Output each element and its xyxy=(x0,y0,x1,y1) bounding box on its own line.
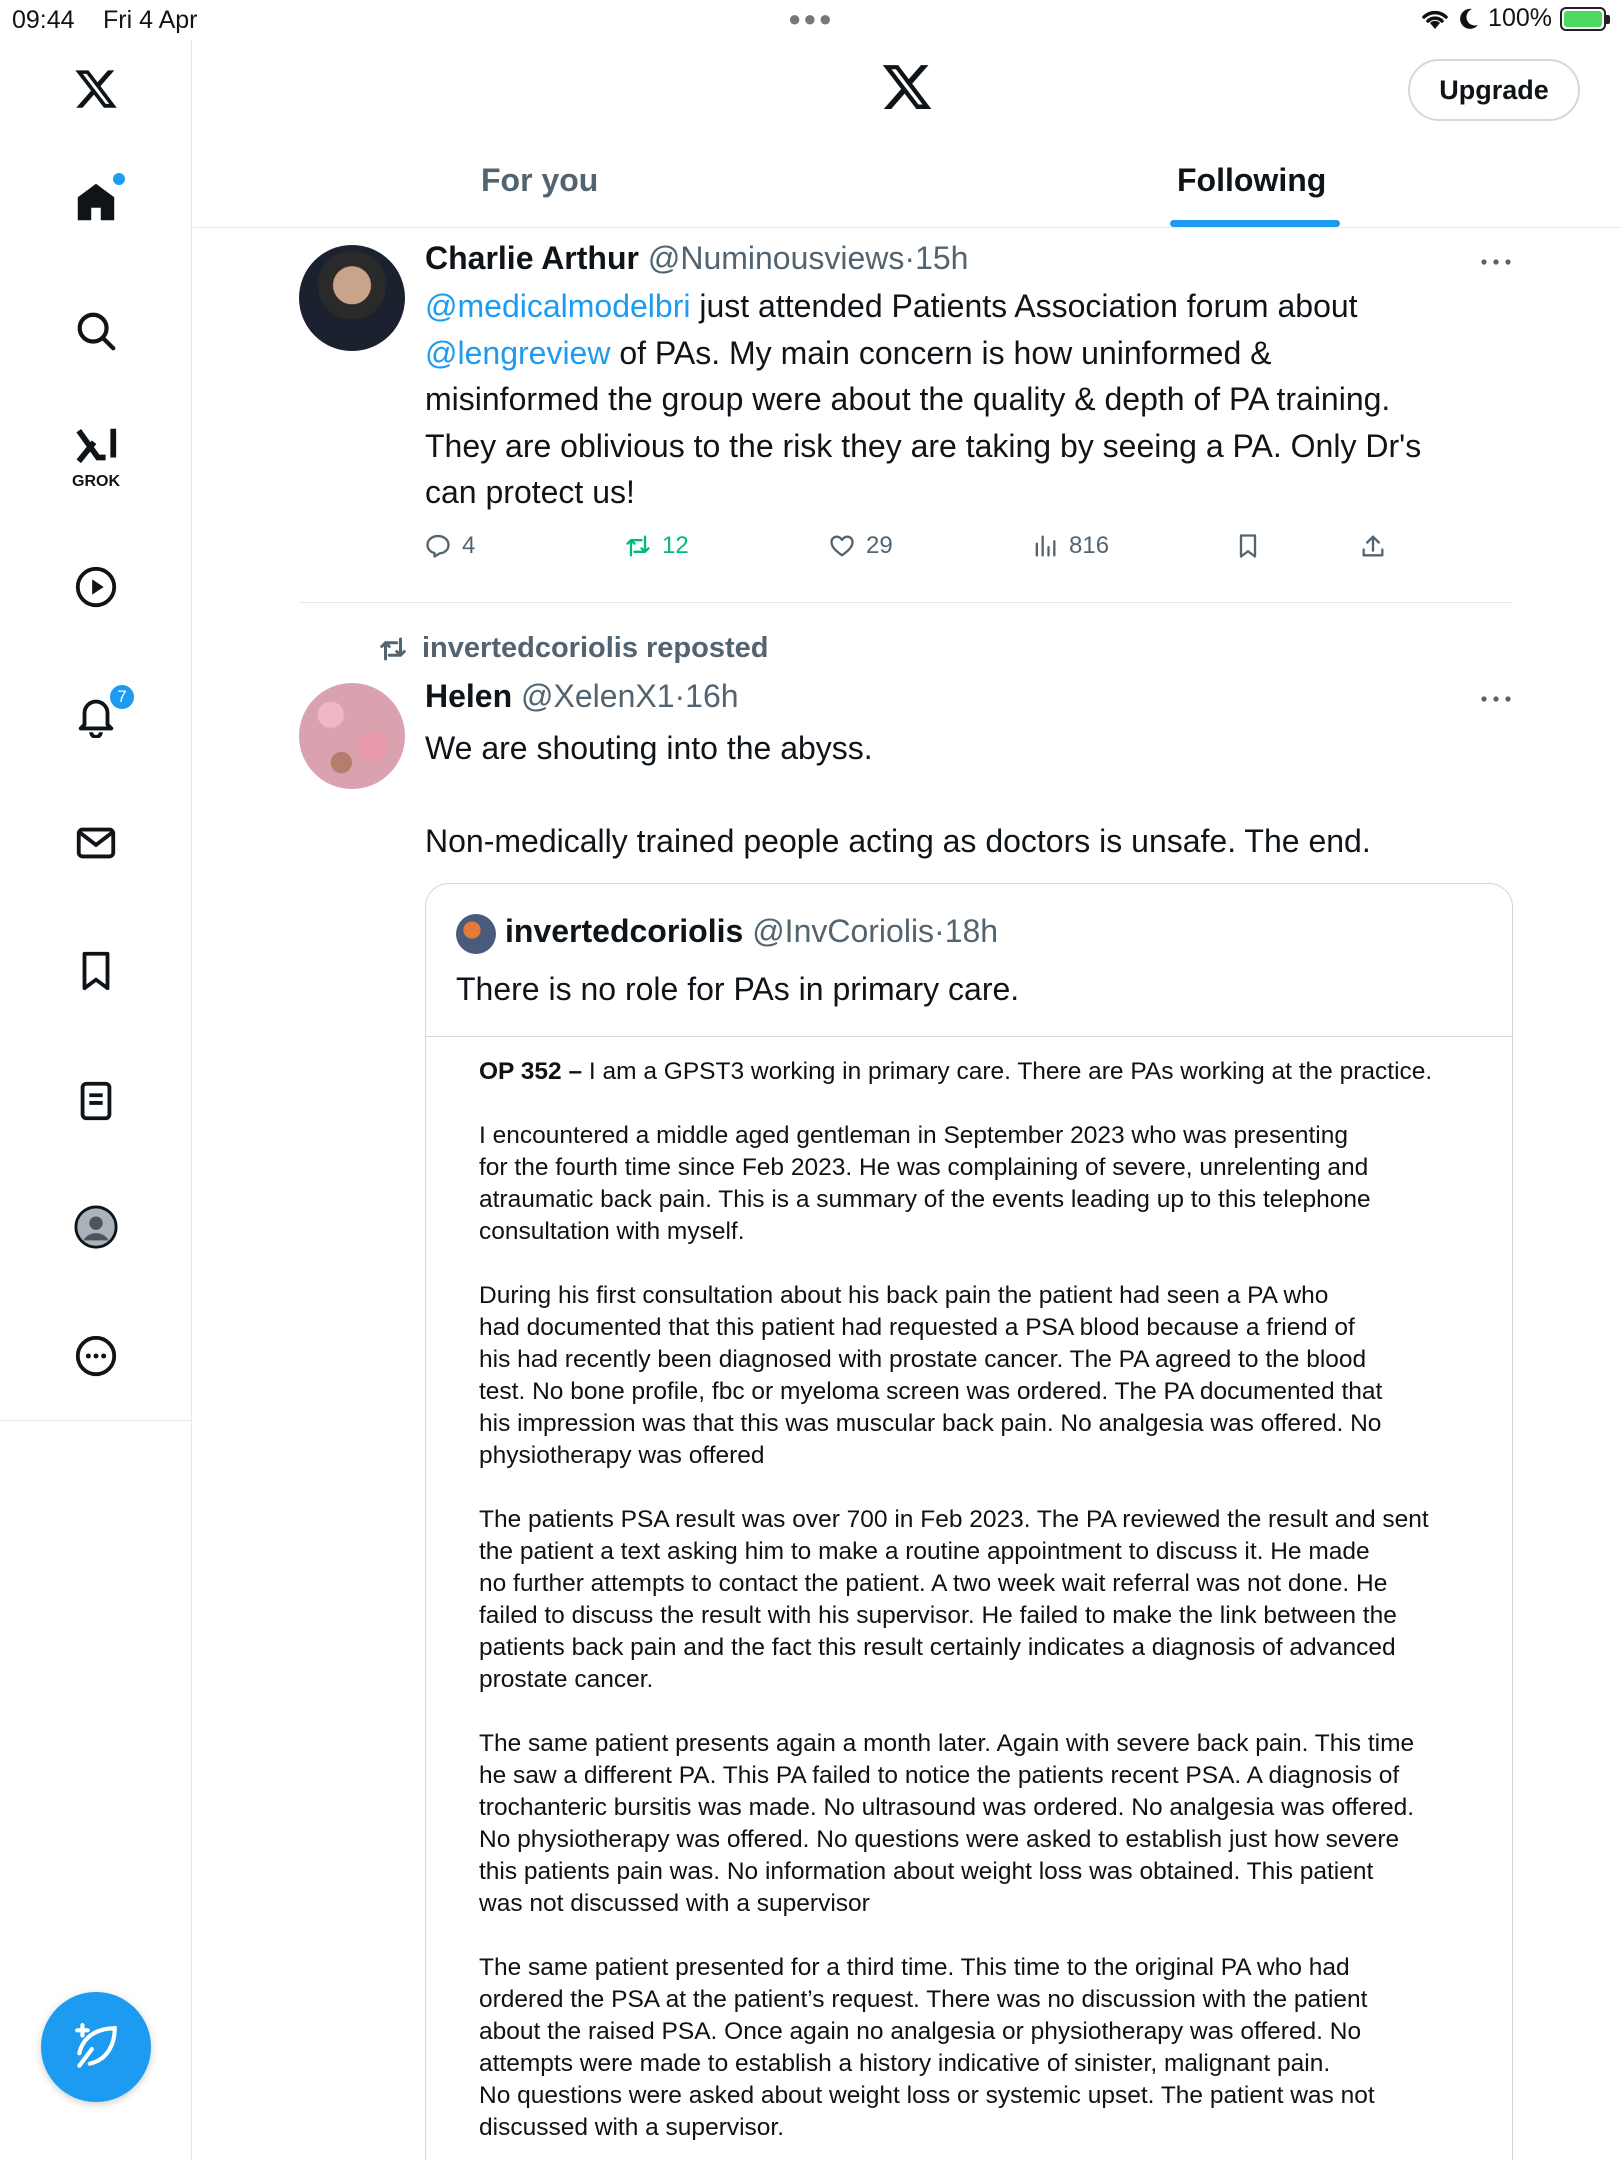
doc-body xyxy=(479,1120,1479,2144)
doc-line: I encountered a middle aged gentleman in September 2023 who was presenting xyxy=(479,1122,1348,1149)
compose-feather-icon xyxy=(71,2022,121,2072)
views-button[interactable] xyxy=(1031,532,1109,560)
tweet-header xyxy=(425,240,968,277)
sidebar xyxy=(0,40,192,2160)
separator-dot: · xyxy=(904,240,916,276)
more-circle-icon xyxy=(73,1333,119,1379)
attached-document-image[interactable] xyxy=(479,1056,1479,2160)
timeline-tabs xyxy=(193,150,1620,228)
quoted-tweet[interactable] xyxy=(425,883,1513,2160)
sidebar-item-bookmarks[interactable] xyxy=(61,936,131,1006)
tweet-text-line: can protect us! xyxy=(425,474,635,510)
repost-by-label: invertedcoriolis reposted xyxy=(422,632,769,664)
doc-line: the patient a text asking him to make a routine appointment to discuss it. He made xyxy=(479,1538,1370,1565)
sidebar-x-logo[interactable] xyxy=(61,54,131,124)
separator-dot: · xyxy=(674,678,686,714)
tweet-time[interactable]: 15h xyxy=(915,240,969,276)
tweet-text: Non-medically trained people acting as doctors is unsafe. The end. xyxy=(425,823,1371,859)
doc-line: was not discussed with a supervisor xyxy=(479,1890,870,1917)
doc-line: discussed with a supervisor. xyxy=(479,2114,785,2141)
sidebar-item-notifications[interactable] xyxy=(61,680,131,750)
compose-post-button[interactable] xyxy=(41,1992,151,2102)
active-tab-indicator xyxy=(1170,220,1340,227)
sidebar-item-messages[interactable] xyxy=(61,808,131,878)
like-count: 29 xyxy=(866,532,893,559)
tweet-time[interactable]: 16h xyxy=(685,678,739,714)
tweet-text: We are shouting into the abyss. xyxy=(425,730,873,766)
battery-icon xyxy=(1560,7,1606,31)
heart-icon xyxy=(828,532,856,560)
multitask-dots-icon[interactable]: ●●● xyxy=(788,6,834,31)
tab-following[interactable]: Following xyxy=(1177,162,1327,198)
author-handle[interactable]: @XelenX1 xyxy=(521,678,675,714)
views-chart-icon xyxy=(1031,532,1059,560)
doc-line: test. No bone profile, fbc or myeloma screen was ordered. The PA documented that xyxy=(479,1378,1383,1405)
quoted-media-divider xyxy=(426,1036,1513,1037)
like-button[interactable] xyxy=(828,532,893,560)
tweet-text: just attended Patients Association forum about xyxy=(690,288,1358,324)
bookmark-button[interactable] xyxy=(1234,532,1262,560)
sidebar-item-search[interactable] xyxy=(61,296,131,366)
video-play-icon xyxy=(73,564,119,610)
status-date: Fri 4 Apr xyxy=(103,6,198,34)
doc-line: The same patient presented for a third time. This time to the original PA who had xyxy=(479,1954,1350,1981)
search-icon xyxy=(73,308,119,354)
doc-line: patients back pain and the fact this result certainly indicates a diagnosis of advanced xyxy=(479,1634,1396,1661)
x-logo-icon[interactable] xyxy=(880,60,934,114)
doc-line: The patients PSA result was over 700 in Feb 2023. The PA reviewed the result and sent xyxy=(479,1506,1429,1533)
doc-line: During his first consultation about his back pain the patient had seen a PA who xyxy=(479,1282,1329,1309)
more-options-icon[interactable] xyxy=(1478,252,1514,272)
doc-paragraph xyxy=(479,1952,1479,2144)
quoted-tweet-text: There is no role for PAs in primary care. xyxy=(456,971,1020,1007)
battery-percent: 100% xyxy=(1488,4,1552,32)
tweet-text-line: misinformed the group were about the quality & depth of PA training. xyxy=(425,381,1391,417)
author-name[interactable]: Helen xyxy=(425,678,513,714)
author-name: invertedcoriolis xyxy=(505,913,744,949)
moon-icon xyxy=(1458,7,1480,31)
doc-line: No questions were asked about weight loss or systemic upset. The patient was not xyxy=(479,2082,1375,2109)
sidebar-item-profile[interactable] xyxy=(61,1192,131,1262)
repost-count: 12 xyxy=(662,532,689,559)
share-button[interactable] xyxy=(1359,532,1387,560)
grok-label: GROK xyxy=(72,473,120,490)
repost-icon xyxy=(624,532,652,560)
reply-button[interactable] xyxy=(424,532,475,560)
mention-link[interactable]: @lengreview xyxy=(425,335,611,371)
doc-line: atraumatic back pain. This is a summary of the events leading up to this telephone xyxy=(479,1186,1371,1213)
sidebar-item-home[interactable] xyxy=(61,167,131,237)
upgrade-button[interactable]: Upgrade xyxy=(1408,59,1580,121)
x-logo-icon xyxy=(73,66,119,112)
doc-paragraph xyxy=(479,1280,1479,1472)
tweet-time: 18h xyxy=(944,913,999,949)
doc-line: No physiotherapy was offered. No questions were asked to establish just how severe xyxy=(479,1826,1400,1853)
tweet-header xyxy=(425,678,739,715)
tweet-text: of PAs. My main concern is how uninformed & xyxy=(610,335,1272,371)
avatar[interactable] xyxy=(299,683,405,789)
avatar[interactable] xyxy=(299,245,405,351)
list-icon xyxy=(73,1078,119,1124)
notifications-badge: 7 xyxy=(107,682,137,712)
separator-dot: · xyxy=(934,913,945,949)
bookmark-icon xyxy=(1234,532,1262,560)
author-handle[interactable]: @Numinousviews xyxy=(647,240,905,276)
reply-count: 4 xyxy=(462,532,476,559)
tweet-actions xyxy=(424,532,1424,568)
sidebar-item-lists[interactable] xyxy=(61,1066,131,1136)
avatar xyxy=(456,914,496,954)
mail-icon xyxy=(73,820,119,866)
doc-line: consultation with myself. xyxy=(479,1218,745,1245)
home-unread-dot xyxy=(113,173,125,185)
tweet-text-line xyxy=(425,335,1271,372)
quoted-tweet-header xyxy=(505,913,998,950)
doc-paragraph xyxy=(479,1056,1479,1088)
doc-line: he saw a different PA. This PA failed to notice the patients recent PSA. A diagnosis of xyxy=(479,1762,1400,1789)
doc-paragraph xyxy=(479,1120,1479,1248)
author-name[interactable]: Charlie Arthur xyxy=(425,240,639,276)
doc-line: about the raised PSA. Once again no analgesia or physiotherapy was offered. No xyxy=(479,2018,1362,2045)
repost-button[interactable] xyxy=(624,532,689,560)
doc-paragraph xyxy=(479,1504,1479,1696)
doc-line: physiotherapy was offered xyxy=(479,1442,765,1469)
doc-line: The same patient presents again a month later. Again with severe back pain. This time xyxy=(479,1730,1415,1757)
author-handle: @InvCoriolis xyxy=(752,913,935,949)
doc-line: for the fourth time since Feb 2023. He was complaining of severe, unrelenting and xyxy=(479,1154,1369,1181)
wifi-icon xyxy=(1420,7,1450,31)
profile-icon xyxy=(73,1204,119,1250)
doc-line: his had recently been diagnosed with prostate cancer. The PA agreed to the blood xyxy=(479,1346,1367,1373)
grok-icon xyxy=(73,423,119,469)
doc-line: had documented that this patient had requested a PSA blood because a friend of xyxy=(479,1314,1355,1341)
sidebar-item-grok[interactable] xyxy=(61,419,131,489)
home-icon xyxy=(73,179,119,225)
doc-line: failed to discuss the result with his supervisor. He failed to make the link between the xyxy=(479,1602,1397,1629)
more-options-icon[interactable] xyxy=(1478,689,1514,709)
share-icon xyxy=(1359,532,1387,560)
mention-link[interactable]: @medicalmodelbri xyxy=(425,288,691,324)
doc-line: ordered the PSA at the patient’s request. There was no discussion with the patient xyxy=(479,1986,1368,2013)
doc-line: prostate cancer. xyxy=(479,1666,654,1693)
sidebar-divider xyxy=(0,1420,192,1421)
repost-icon xyxy=(376,634,410,664)
sidebar-item-more[interactable] xyxy=(61,1321,131,1391)
bookmark-icon xyxy=(73,948,119,994)
doc-paragraph xyxy=(479,1728,1479,1920)
views-count: 816 xyxy=(1069,532,1110,559)
tweet-divider xyxy=(299,602,1513,603)
doc-line: his impression was that this was muscular back pain. No analgesia was offered. No xyxy=(479,1410,1382,1437)
tweet-text-line: They are oblivious to the risk they are taking by seeing a PA. Only Dr's xyxy=(425,428,1422,464)
status-time: 09:44 xyxy=(12,6,75,34)
repost-context[interactable] xyxy=(376,632,769,665)
doc-line xyxy=(479,1056,1479,1088)
reply-icon xyxy=(424,532,452,560)
sidebar-item-video[interactable] xyxy=(61,552,131,622)
doc-heading: OP 352 – xyxy=(479,1058,583,1085)
doc-line: attempts were made to establish a history indicative of sinister, malignant pain. xyxy=(479,2050,1331,2077)
doc-line: no further attempts to contact the patient. A two week wait referral was not done. He xyxy=(479,1570,1388,1597)
doc-text: I am a GPST3 working in primary care. There are PAs working at the practice. xyxy=(582,1058,1433,1085)
doc-line: this patients pain was. No information about weight loss was obtained. This patient xyxy=(479,1858,1374,1885)
status-right xyxy=(1420,4,1606,33)
tab-for-you[interactable]: For you xyxy=(481,162,599,198)
status-bar xyxy=(0,0,1620,40)
doc-line: trochanteric bursitis was made. No ultrasound was ordered. No analgesia was offered. xyxy=(479,1794,1415,1821)
tweet-text-line xyxy=(425,288,1358,325)
